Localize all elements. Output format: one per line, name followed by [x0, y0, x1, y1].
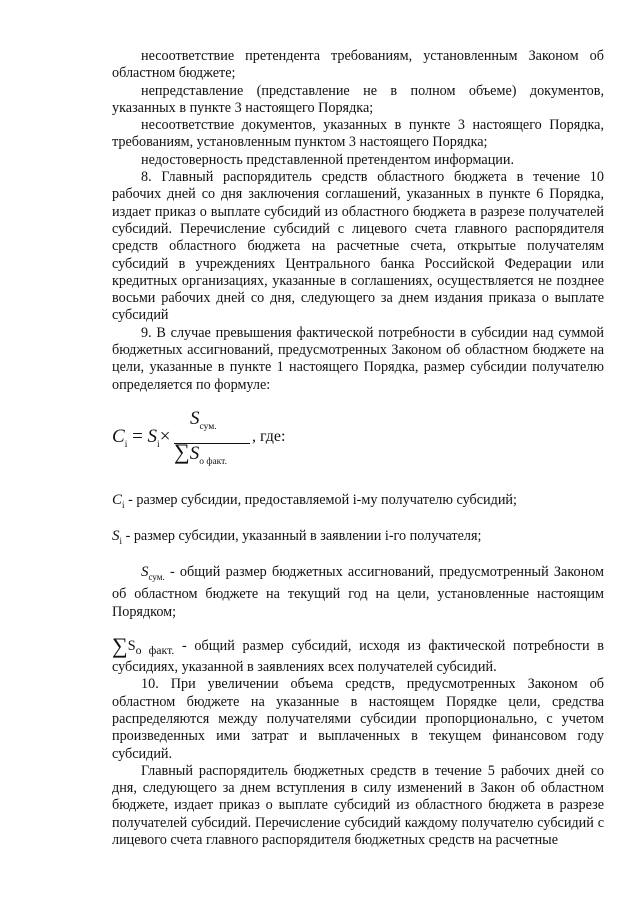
list-item: несоответствие документов, указанных в пункте 3 настоящего Порядка, требованиям, установленным пунктом 3 настоящего Порядка; [112, 117, 604, 151]
formula-lhs: C [112, 425, 125, 447]
definition-sfact [112, 632, 604, 676]
formula-denominator: S [189, 442, 200, 464]
var-sfact-sub: о факт. [135, 642, 175, 657]
var-sfact: S [127, 637, 136, 654]
sum-icon: ∑ [112, 632, 128, 658]
formula-denominator-sub: о факт. [199, 456, 227, 467]
var-ssum: S [141, 564, 149, 581]
formula-s-sub: i [157, 439, 160, 450]
list-item: недостоверность представленной претендентом информации. [141, 151, 515, 168]
var-si-sub: i [119, 535, 123, 546]
formula-eq: = [132, 425, 143, 447]
formula-tail: , где: [252, 427, 286, 445]
list-item: несоответствие претендента требованиям, установленным Законом об областном бюджете; [112, 48, 604, 82]
paragraph-9: 9. В случае превышения фактической потребности в субсидии над суммой бюджетных ассигнований, предусмотренных Законом об областном бюджете на цели, указанные в пункте 1 настоящего Порядка, размер субсидии получателю определяется по формуле: [112, 324, 604, 393]
definition-si [112, 528, 604, 550]
definition-ssum-text: - общий размер бюджетных ассигнований, предусмотренный Законом об областном бюджете на текущий год на цели, установленные настоящим Порядком; [112, 564, 604, 620]
definition-ci-text: - размер субсидии, предоставляемой i-му получателю субсидий; [124, 491, 517, 508]
paragraph-11: Главный распорядитель бюджетных средств в течение 5 рабочих дней со дня, следующего за днем вступления в силу изменений в Закон об областном бюджете, издает приказ о выплате субсидий из областного бюджета в разрезе получателей субсидий. Перечисление субсидий каждому получателю субсидий с лицевого счета главного распорядителя бюджетных средств на расчетные [112, 762, 604, 848]
definition-sfact-text: - общий размер субсидий, исходя из фактической потребности в субсидиях, указанной в заявлениях всех получателей субсидий. [112, 637, 604, 676]
sum-icon: ∑ [174, 438, 190, 464]
definition-si-text: - размер субсидии, указанный в заявлении i-го получателя; [122, 528, 482, 545]
formula-numerator-sub: сум. [199, 421, 217, 432]
var-ssum-sub: сум. [148, 572, 165, 583]
var-ci: C [112, 491, 123, 508]
definition-ci [112, 492, 604, 514]
list-item: непредставление (представление не в полном объеме) документов, указанных в пункте 3 настоящего Порядка; [112, 82, 604, 116]
formula-times: × [159, 425, 171, 447]
var-ci-sub: i [122, 499, 125, 510]
paragraph-10: 10. При увеличении объема средств, предусмотренных Законом об областном бюджете на указанные в настоящем Порядке цели, средства распределяются между получателями субсидии пропорционально, с учетом произведенных ими затрат и выплаченных в текущем финансовом году субсидий. [112, 676, 604, 762]
formula-numerator: S [190, 407, 200, 429]
formula-s: S [147, 425, 158, 447]
var-si: S [112, 528, 120, 545]
formula [112, 407, 604, 476]
definition-ssum [112, 564, 604, 621]
paragraph-8: 8. Главный распорядитель средств областного бюджета в течение 10 рабочих дней со дня заключения соглашений, указанных в пункте 6 Порядка, издает приказ о выплате субсидий из областного бюджета в разрезе получателей субсидий. Перечисление субсидий с лицевого счета главного распорядителя средств областного бюджета на расчетные счета, открытые получателям субсидий в учреждениях Центрального банка Российской Федерации или кредитных организациях, указанные в соглашениях, осуществляется не позднее восьми рабочих дней со дня, следующего за днем издания приказа о выплате субсидий [112, 169, 604, 324]
document-page [112, 48, 604, 849]
formula-lhs-sub: i [124, 439, 128, 450]
